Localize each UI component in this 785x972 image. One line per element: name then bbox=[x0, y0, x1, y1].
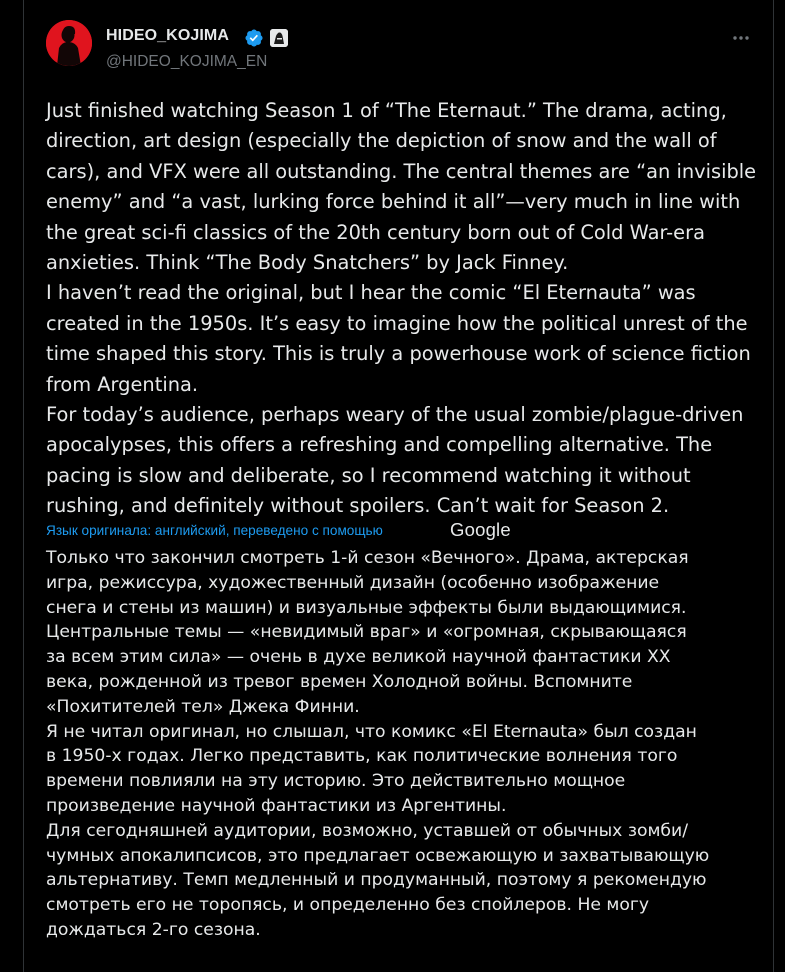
tweet-line: the great sci-fi classics of the 20th century born out of Cold War-era bbox=[46, 220, 705, 244]
author-avatar[interactable] bbox=[46, 20, 92, 66]
tweet-line: cars), and VFX were all outstanding. The central themes are “an invisible bbox=[46, 159, 757, 183]
translated-line: Для сегодняшней аудитории, возможно, уставшей от обычных зомби/ bbox=[46, 820, 688, 841]
affiliate-logo-icon bbox=[270, 29, 288, 47]
tweet-line: enemy” and “a vast, lurking force behind it all”—very much in line with bbox=[46, 190, 741, 214]
translated-line: Я не читал оригинал, но слышал, что комикс «El Eternauta» был создан bbox=[46, 721, 697, 742]
tweet-line: For today’s audience, perhaps weary of the usual zombie/plague-driven bbox=[46, 403, 744, 427]
tweet-line: I haven’t read the original, but I hear the comic “El Eternauta” was bbox=[46, 281, 696, 305]
translated-line: дождаться 2-го сезона. bbox=[46, 919, 261, 940]
tweet-line: Just finished watching Season 1 of “The Eternaut.” The drama, acting, bbox=[46, 99, 727, 122]
translated-line: снега и стены из машин) и визуальные эффекты были выдающимися. bbox=[46, 597, 687, 618]
translation-label[interactable]: Язык оригинала: английский, переведено с помощью bbox=[46, 523, 383, 538]
tweet-line: time shaped this story. This is truly a powerhouse work of science fiction bbox=[46, 342, 751, 366]
author-name[interactable]: HIDEO_KOJIMA bbox=[106, 27, 229, 44]
translated-line: игра, режиссура, художественный дизайн (особенно изображение bbox=[46, 572, 660, 593]
avatar-photo bbox=[46, 20, 92, 66]
translated-line: смотреть его не торопясь, и определенно без спойлеров. Не могу bbox=[46, 895, 650, 916]
translated-line: за всем этим сила» — очень в духе великой научной фантастики XX bbox=[46, 647, 671, 668]
translated-line: века, рожденной из тревог времен Холодной войны. Вспомните bbox=[46, 671, 633, 692]
translated-line: альтернативу. Темп медленный и продуманный, поэтому я рекомендую bbox=[46, 870, 707, 891]
translated-line: в 1950-х годах. Легко представить, как политические волнения того bbox=[46, 746, 678, 767]
translated-line: Только что закончил смотреть 1-й сезон «Вечного». Драма, актерская bbox=[46, 548, 689, 568]
tweet-line: from Argentina. bbox=[46, 372, 199, 396]
tweet-line: rushing, and definitely without spoilers. Can’t wait for Season 2. bbox=[46, 494, 670, 518]
affiliate-badge-icon[interactable] bbox=[270, 29, 288, 47]
tweet-line: pacing is slow and deliberate, so I recommend watching it without bbox=[46, 463, 691, 487]
tweet-line: anxieties. Think “The Body Snatchers” by Jack Finney. bbox=[46, 251, 569, 275]
more-options-button[interactable] bbox=[728, 26, 754, 50]
more-options-icon bbox=[728, 26, 754, 50]
tweet-line: created in the 1950s. It’s easy to imagine how the political unrest of the bbox=[46, 311, 748, 335]
author-handle[interactable]: @HIDEO_KOJIMA_EN bbox=[106, 53, 268, 70]
translated-line: времени повлияли на эту историю. Это действительно мощное bbox=[46, 771, 626, 792]
verified-checkmark-icon bbox=[244, 28, 264, 48]
timeline-border-left bbox=[23, 0, 24, 972]
translated-line: «Похитителей тел» Джека Финни. bbox=[46, 696, 360, 717]
timeline-border-right bbox=[773, 0, 774, 972]
tweet-text bbox=[46, 96, 766, 522]
translated-line: произведение научной фантастики из Аргентины. bbox=[46, 795, 507, 816]
translation-attribution bbox=[46, 520, 586, 542]
google-logo: Google bbox=[450, 519, 511, 540]
tweet-line: apocalypses, this offers a refreshing and compelling alternative. The bbox=[46, 433, 713, 457]
translated-line: Центральные темы — «невидимый враг» и «огромная, скрывающаяся bbox=[46, 622, 687, 643]
tweet-line: direction, art design (especially the depiction of snow and the wall of bbox=[46, 129, 717, 153]
translated-text bbox=[46, 546, 766, 943]
translated-line: чумных апокалипсисов, это предлагает освежающую и захватывающую bbox=[46, 845, 710, 866]
